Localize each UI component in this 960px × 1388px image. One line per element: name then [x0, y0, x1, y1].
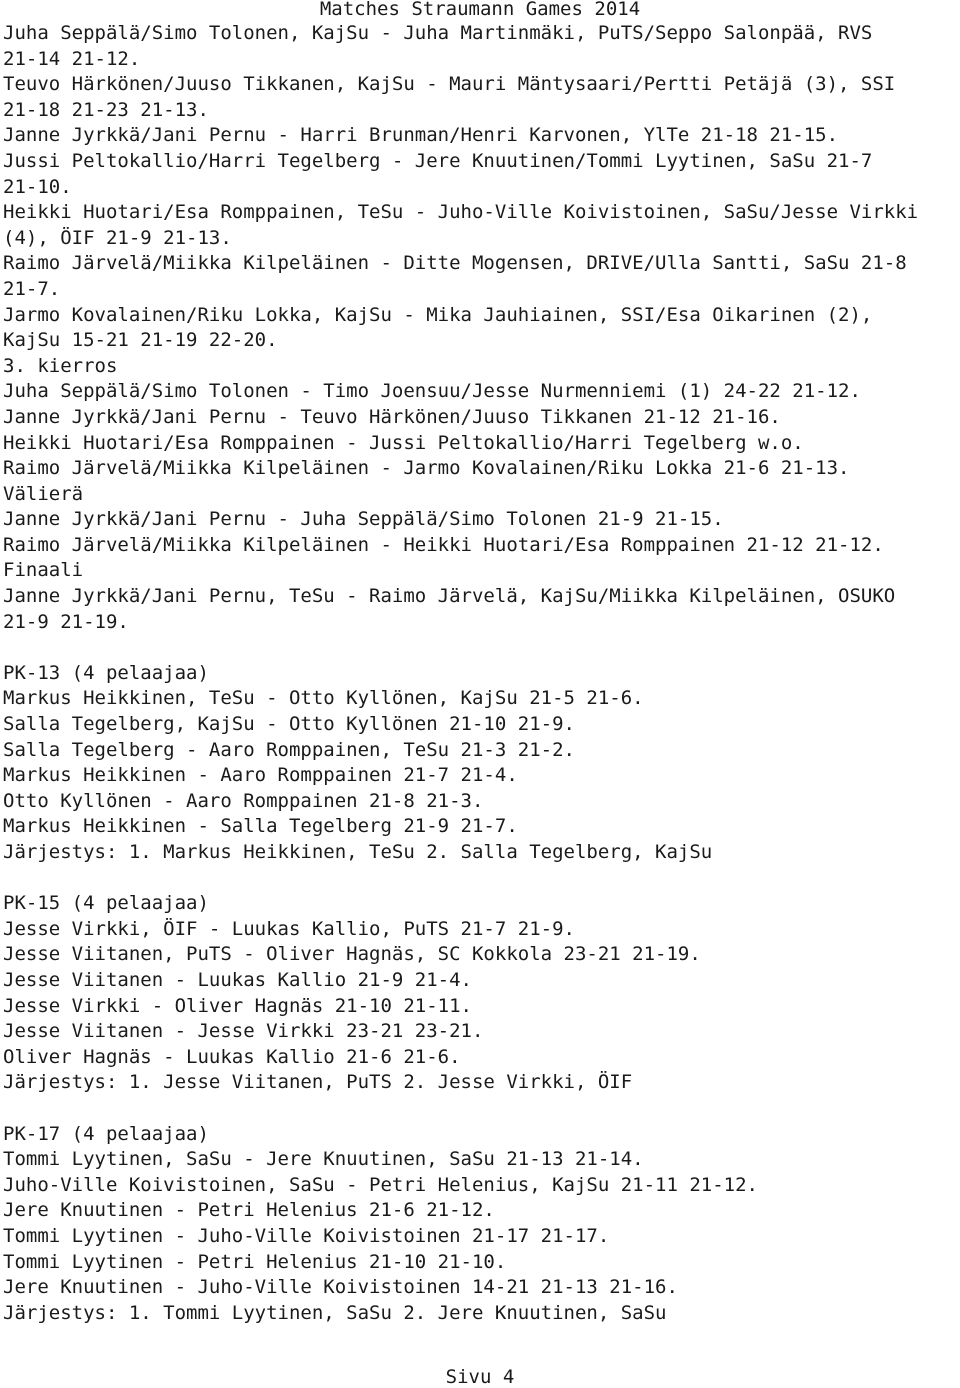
- document-body: [3, 21, 958, 1326]
- text-line: Salla Tegelberg - Aaro Romppainen, TeSu 21-3 21-2.: [3, 738, 575, 761]
- text-line: Raimo Järvelä/Miikka Kilpeläinen - Heikki Huotari/Esa Romppainen 21-12 21-12.: [3, 533, 884, 556]
- text-line: Järjestys: 1. Markus Heikkinen, TeSu 2. Salla Tegelberg, KajSu: [3, 841, 713, 863]
- text-line: Janne Jyrkkä/Jani Pernu - Juha Seppälä/Simo Tolonen 21-9 21-15.: [3, 508, 724, 531]
- text-line: PK-13 (4 pelaajaa): [3, 661, 209, 684]
- text-line: Teuvo Härkönen/Juuso Tikkanen, KajSu - Mauri Mäntysaari/Pertti Petäjä (3), SSI: [3, 73, 896, 96]
- text-line: Jesse Virkki, ÖIF - Luukas Kallio, PuTS 21-7 21-9.: [3, 917, 575, 940]
- text-line: Markus Heikkinen, TeSu - Otto Kyllönen, KajSu 21-5 21-6.: [3, 687, 644, 710]
- text-line: Jere Knuutinen - Juho-Ville Koivistoinen 14-21 21-13 21-16.: [3, 1276, 678, 1299]
- text-line: Jarmo Kovalainen/Riku Lokka, KajSu - Mika Jauhiainen, SSI/Esa Oikarinen (2),: [3, 303, 873, 326]
- text-line: Raimo Järvelä/Miikka Kilpeläinen - Ditte Mogensen, DRIVE/Ulla Santti, SaSu 21-8: [3, 252, 907, 275]
- text-line: Tommi Lyytinen - Petri Helenius 21-10 21-10.: [3, 1250, 507, 1273]
- text-line: Juha Seppälä/Simo Tolonen - Timo Joensuu/Jesse Nurmenniemi (1) 24-22 21-12.: [3, 380, 861, 403]
- text-line: 21-10.: [3, 175, 72, 198]
- text-line: 21-14 21-12.: [3, 47, 141, 70]
- page-title: Matches Straumann Games 2014: [319, 0, 641, 20]
- text-line: 21-18 21-23 21-13.: [3, 98, 209, 121]
- text-line: Markus Heikkinen - Aaro Romppainen 21-7 21-4.: [3, 764, 518, 787]
- text-line: Finaali: [3, 559, 84, 582]
- text-line: Otto Kyllönen - Aaro Romppainen 21-8 21-3.: [3, 789, 484, 812]
- text-line: Heikki Huotari/Esa Romppainen - Jussi Peltokallio/Harri Tegelberg w.o.: [3, 431, 804, 454]
- text-line: Jesse Virkki - Oliver Hagnäs 21-10 21-11.: [3, 994, 472, 1017]
- text-line: Juha Seppälä/Simo Tolonen, KajSu - Juha Martinmäki, PuTS/Seppo Salonpää, RVS: [3, 22, 873, 44]
- text-line: Janne Jyrkkä/Jani Pernu - Harri Brunman/Henri Karvonen, YlTe 21-18 21-15.: [3, 124, 839, 147]
- text-line: Järjestys: 1. Jesse Viitanen, PuTS 2. Jesse Virkki, ÖIF: [3, 1071, 633, 1094]
- text-line: 3. kierros: [3, 354, 118, 377]
- text-line: Tommi Lyytinen, SaSu - Jere Knuutinen, SaSu 21-13 21-14.: [3, 1148, 644, 1171]
- text-line: Oliver Hagnäs - Luukas Kallio 21-6 21-6.: [3, 1045, 461, 1068]
- text-line: Järjestys: 1. Tommi Lyytinen, SaSu 2. Jere Knuutinen, SaSu: [3, 1301, 667, 1324]
- text-line: Jere Knuutinen - Petri Helenius 21-6 21-12.: [3, 1199, 495, 1222]
- text-line: Janne Jyrkkä/Jani Pernu, TeSu - Raimo Järvelä, KajSu/Miikka Kilpeläinen, OSUKO: [3, 585, 896, 608]
- blank-line: [3, 1096, 958, 1122]
- text-line: Jesse Viitanen - Luukas Kallio 21-9 21-4.: [3, 968, 472, 991]
- text-line: Jussi Peltokallio/Harri Tegelberg - Jere Knuutinen/Tommi Lyytinen, SaSu 21-7: [3, 149, 873, 172]
- text-line: 21-9 21-19.: [3, 610, 129, 633]
- text-line: Janne Jyrkkä/Jani Pernu - Teuvo Härkönen/Juuso Tikkanen 21-12 21-16.: [3, 405, 781, 428]
- text-line: PK-15 (4 pelaajaa): [3, 892, 209, 915]
- text-line: Markus Heikkinen - Salla Tegelberg 21-9 21-7.: [3, 815, 518, 838]
- text-line: Jesse Viitanen - Jesse Virkki 23-21 23-21.: [3, 1020, 484, 1043]
- text-line: Juho-Ville Koivistoinen, SaSu - Petri Helenius, KajSu 21-11 21-12.: [3, 1173, 758, 1196]
- text-line: Salla Tegelberg, KajSu - Otto Kyllönen 21-10 21-9.: [3, 713, 575, 736]
- text-line: Jesse Viitanen, PuTS - Oliver Hagnäs, SC Kokkola 23-21 21-19.: [3, 943, 701, 966]
- text-line: KajSu 15-21 21-19 22-20.: [3, 329, 278, 352]
- blank-line: [3, 635, 958, 661]
- text-line: PK-17 (4 pelaajaa): [3, 1122, 209, 1145]
- text-line: Välierä: [3, 482, 84, 505]
- text-line: Tommi Lyytinen - Juho-Ville Koivistoinen 21-17 21-17.: [3, 1224, 610, 1247]
- text-line: Heikki Huotari/Esa Romppainen, TeSu - Juho-Ville Koivistoinen, SaSu/Jesse Virkki: [3, 201, 919, 224]
- blank-line: [3, 866, 958, 892]
- text-line: Raimo Järvelä/Miikka Kilpeläinen - Jarmo Kovalainen/Riku Lokka 21-6 21-13.: [3, 457, 850, 480]
- page-number: Sivu 4: [445, 1366, 515, 1388]
- text-line: (4), ÖIF 21-9 21-13.: [3, 226, 232, 249]
- text-line: 21-7.: [3, 277, 61, 300]
